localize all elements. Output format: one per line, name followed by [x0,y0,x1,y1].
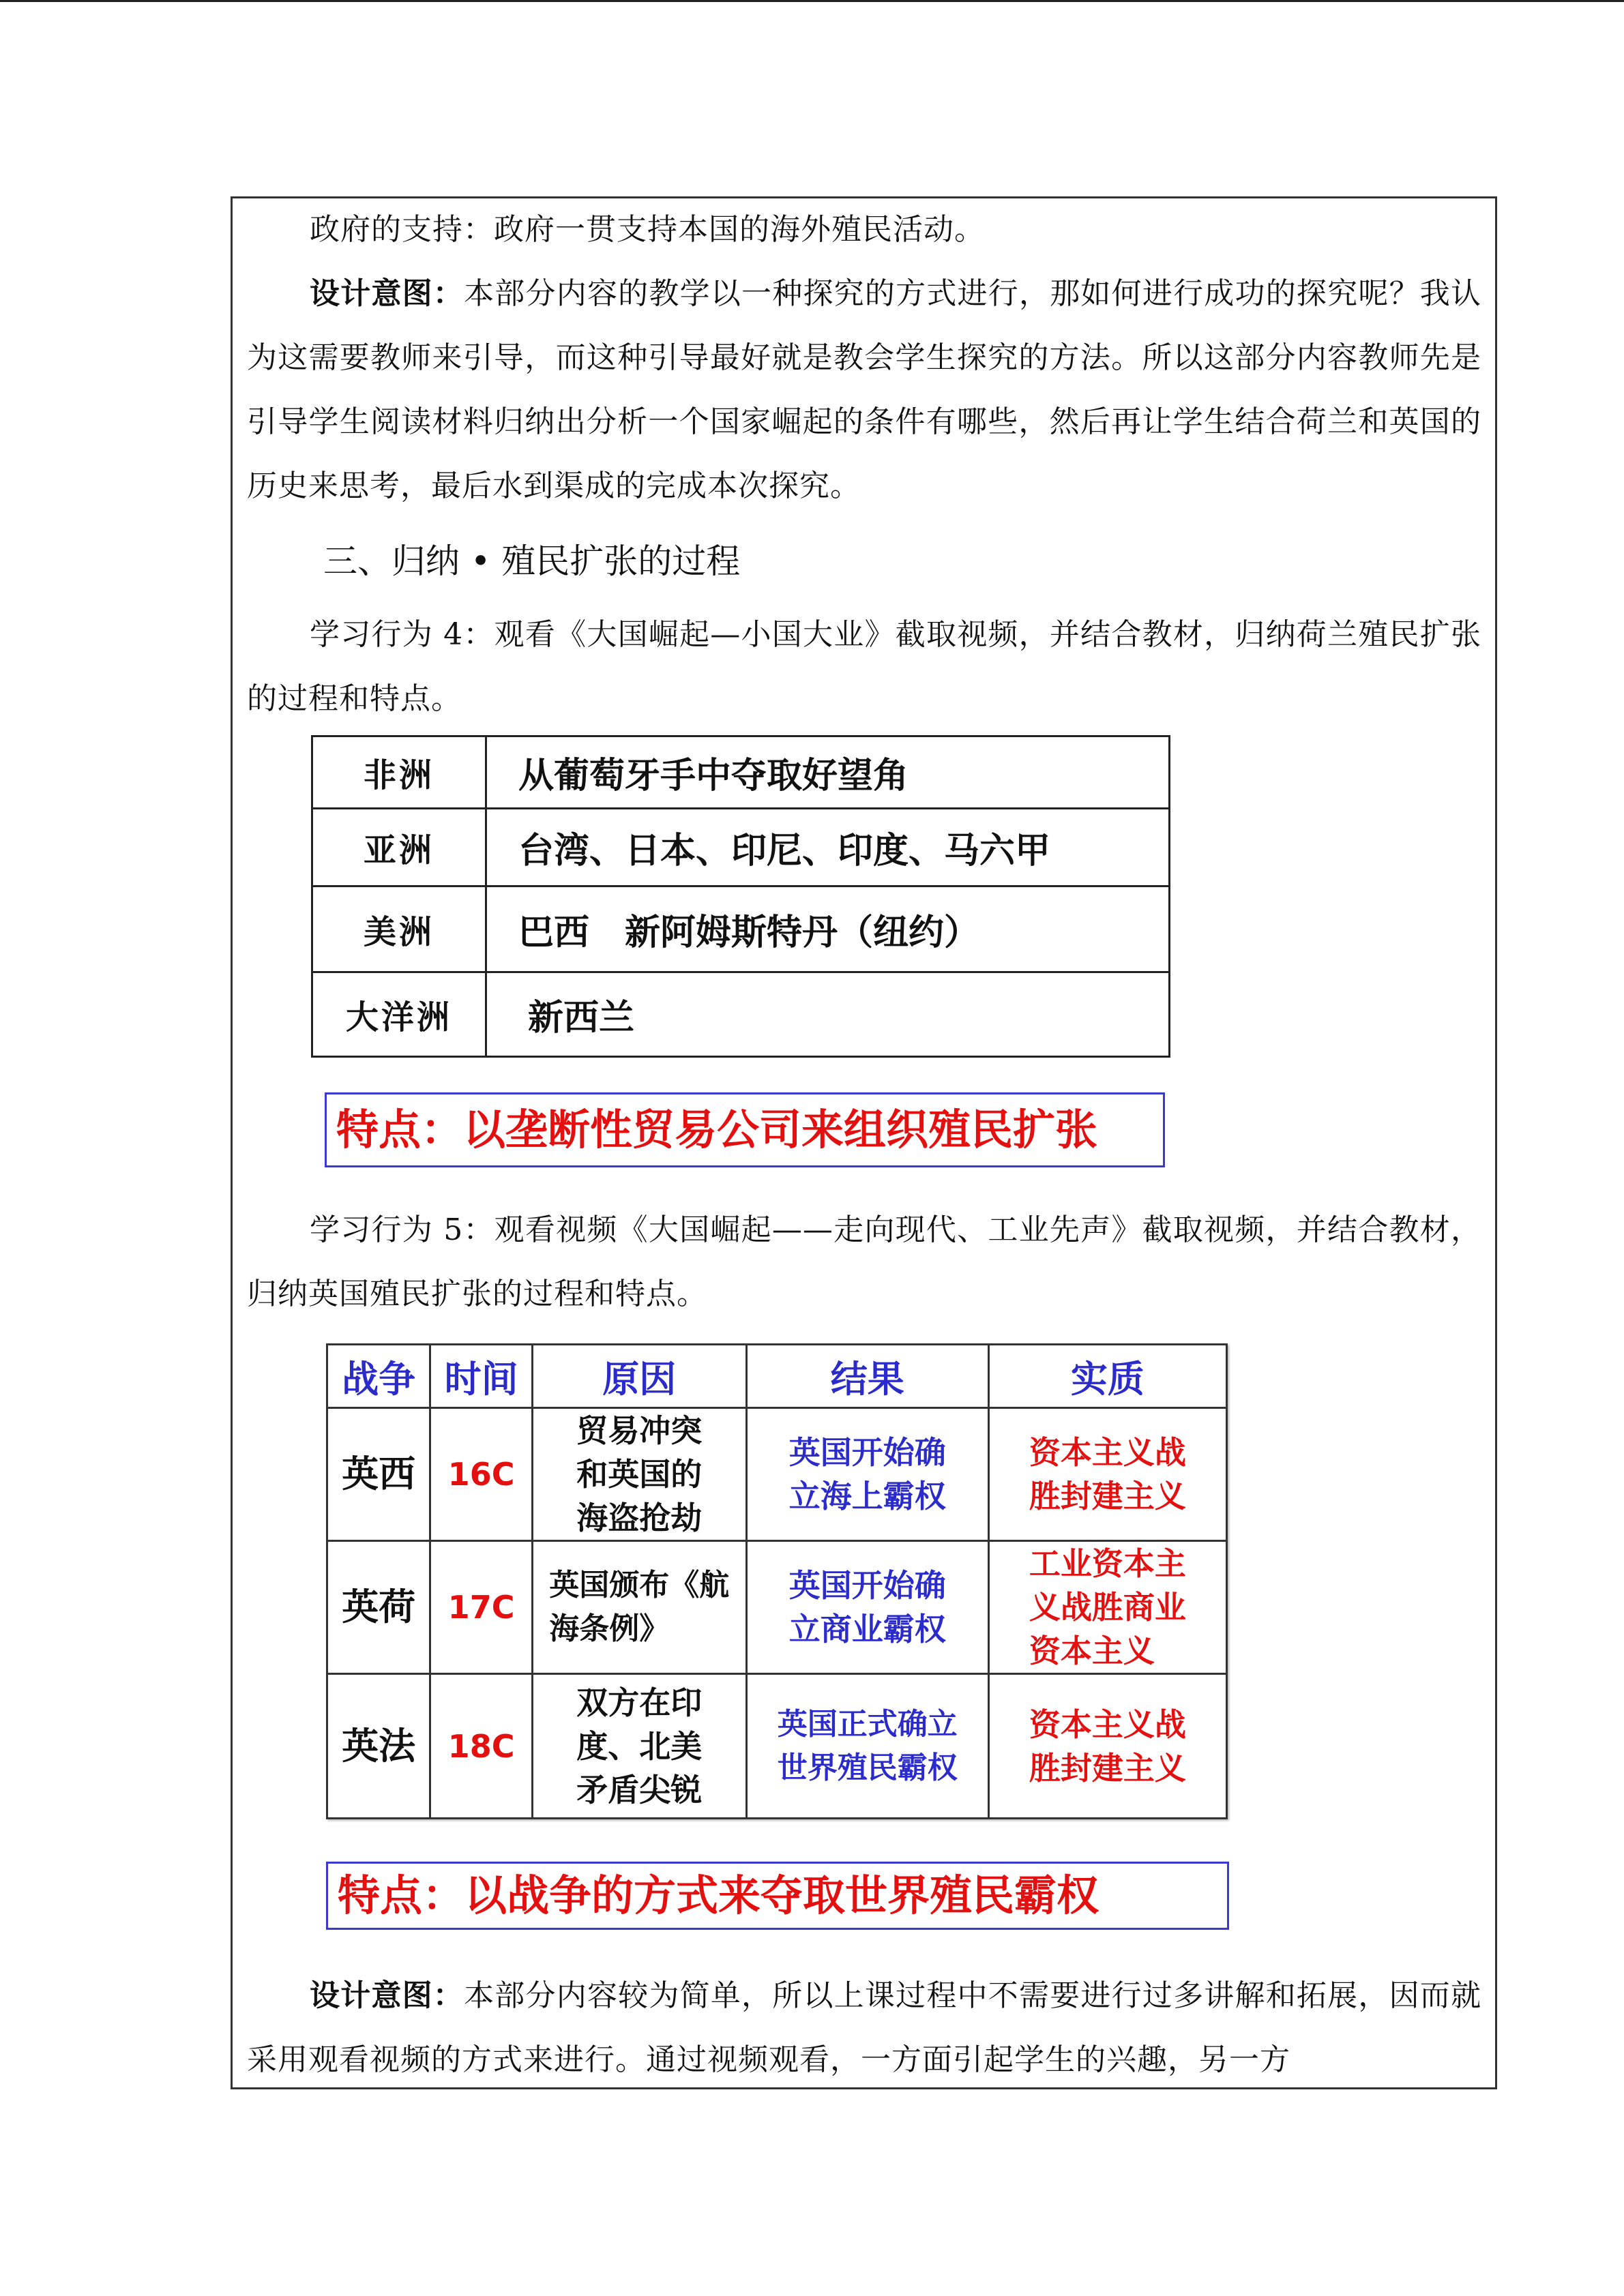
time-cell: 18C [430,1674,533,1819]
table-row [312,809,1170,886]
result-cell: 英国正式确立世界殖民霸权 [746,1674,988,1819]
result-cell: 英国开始确立海上霸权 [746,1408,988,1541]
page-top-border [0,0,1624,2]
paragraph-activity-4: 学习行为 4：观看《大国崛起—小国大业》截取视频，并结合教材，归纳荷兰殖民扩张的过程和特点。 [247,617,1481,716]
feature-box-netherlands: 特点：以垄断性贸易公司来组织殖民扩张 [325,1092,1165,1167]
essence-cell: 工业资本主义战胜商业资本主义 [988,1541,1226,1674]
table-row [327,1408,1227,1541]
header-time: 时间 [430,1345,533,1408]
table-row [312,736,1170,809]
table-row [312,886,1170,972]
header-war: 战争 [327,1345,430,1408]
essence-cell: 资本主义战胜封建主义 [988,1408,1226,1541]
essence-cell: 资本主义战胜封建主义 [988,1674,1226,1819]
continent-cell: 亚洲 [312,809,486,886]
time-cell: 17C [430,1541,533,1674]
continent-cell: 非洲 [312,736,486,809]
continent-cell: 大洋洲 [312,972,486,1057]
section-heading-3: 三、归纳 • 殖民扩张的过程 [323,541,741,581]
cause-cell: 英国颁布《航海条例》 [532,1541,746,1674]
detail-cell: 新西兰 [486,972,1170,1057]
result-cell: 英国开始确立商业霸权 [746,1541,988,1674]
cause-cell: 双方在印度、北美矛盾尖锐 [532,1674,746,1819]
continent-cell: 美洲 [312,886,486,972]
time-cell: 16C [430,1408,533,1541]
war-cell: 英法 [327,1674,430,1819]
paragraph-design-intent-1: 设计意图：本部分内容的教学以一种探究的方式进行，那如何进行成功的探究呢？我认为这需要教师来引导，而这种引导最好就是教会学生探究的方法。所以这部分内容教师先是引导学生阅读材料归纳出分析一个国家崛起的条件有哪些，然后再让学生结合荷兰和英国的历史来思考，最后水到渠成的完成本次探究。 [247,276,1482,503]
header-essence: 实质 [988,1345,1226,1408]
table-row [327,1541,1227,1674]
design-intent-label: 设计意图： [310,1978,464,2013]
detail-cell: 从葡萄牙手中夺取好望角 [486,736,1170,809]
paragraph-government-support: 政府的支持：政府一贯支持本国的海外殖民活动。 [310,212,985,247]
cause-cell: 贸易冲突和英国的海盗抢劫 [532,1408,746,1541]
paragraph-activity-5: 学习行为 5：观看视频《大国崛起——走向现代、工业先声》截取视频，并结合教材，归纳英国殖民扩张的过程和特点。 [247,1212,1481,1311]
feature-box-britain: 特点：以战争的方式来夺取世界殖民霸权 [326,1862,1229,1930]
header-cause: 原因 [532,1345,746,1408]
header-result: 结果 [746,1345,988,1408]
paragraph-design-intent-2: 设计意图：本部分内容较为简单，所以上课过程中不需要进行过多讲解和拓展，因而就采用观看视频的方式来进行。通过视频观看，一方面引起学生的兴趣，另一方 [247,1978,1482,2077]
war-cell: 英荷 [327,1541,430,1674]
design-intent-label: 设计意图： [310,276,464,311]
britain-wars-table [326,1343,1228,1819]
table-row [327,1674,1227,1819]
table-header-row [327,1345,1227,1408]
table-row [312,972,1170,1057]
war-cell: 英西 [327,1408,430,1541]
detail-cell: 巴西 新阿姆斯特丹（纽约） [486,886,1170,972]
netherlands-expansion-table [311,735,1170,1058]
detail-cell: 台湾、日本、印尼、印度、马六甲 [486,809,1170,886]
